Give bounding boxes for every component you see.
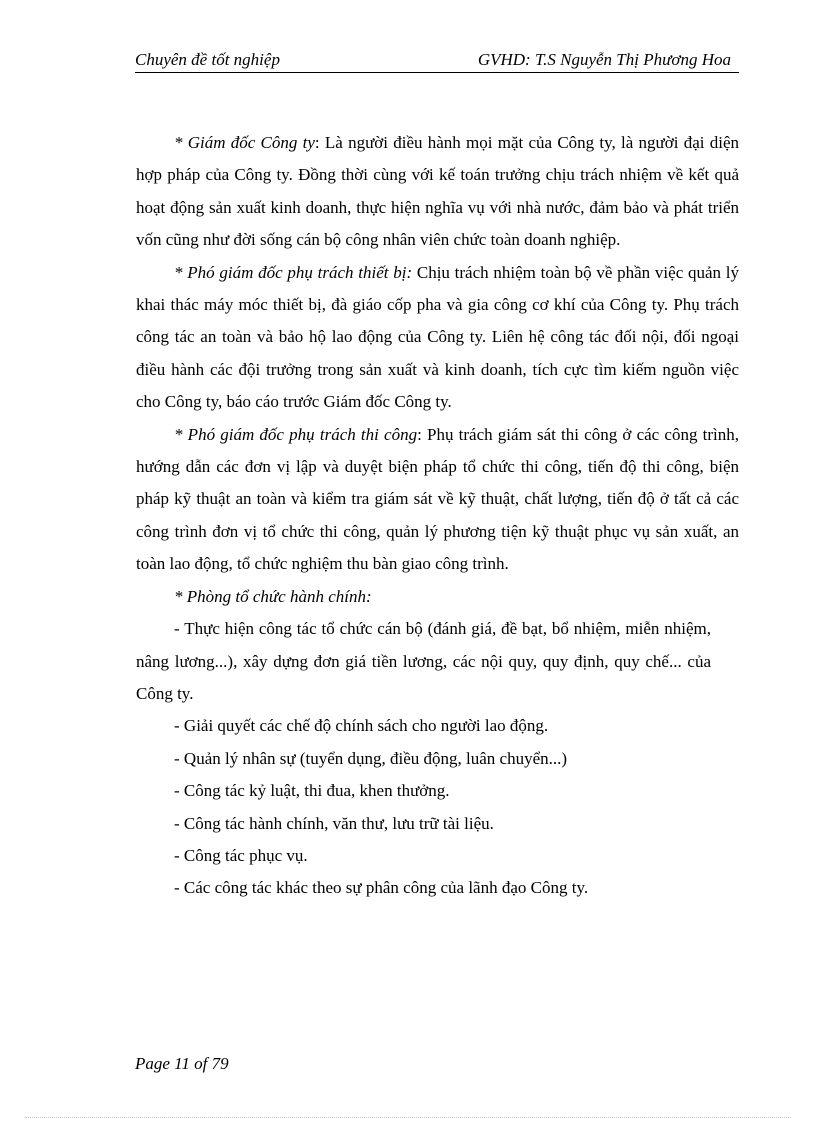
list-item-policies: - Giải quyết các chế độ chính sách cho người lao động.	[174, 716, 549, 736]
page-number: Page 11 of 79	[135, 1054, 229, 1073]
page-header	[135, 50, 739, 73]
paragraph-deputy-construction	[136, 419, 739, 581]
text-director: : Là người điều hành mọi mặt của Công ty, là người đại diện hợp pháp của Công ty. Đồng thời cùng với kế toán trưởng chịu trách nhiệm về kết quả hoạt động sản xuất kinh doanh, thực hiện nghĩa vụ với nhà nước, đảm bảo và phát triển vốn cũng như đời sống cán bộ công nhân viên chức toàn doanh nghiệp.	[136, 133, 739, 250]
text-deputy-construction: : Phụ trách giám sát thi công ở các công trình, hướng dẫn các đơn vị lập và duyệt biện pháp tổ chức thi công, tiến độ thi công, biện pháp kỹ thuật an toàn và kiểm tra giám sát về kỹ thuật, chất lượng, tiến độ ở tất cả các công trình đơn vị tổ chức thi công, quản lý phương tiện kỹ thuật phục vụ sản xuất, an toàn lao động, tổ chức nghiệm thu bàn giao công trình.	[136, 424, 739, 574]
document-body	[136, 127, 739, 905]
list-item-services: - Công tác phục vụ.	[174, 845, 308, 865]
heading-deputy-construction: * Phó giám đốc phụ trách thi công	[174, 424, 418, 444]
heading-director: * Giám đốc Công ty	[174, 133, 315, 152]
list-item-staff-management: - Quản lý nhân sự (tuyển dụng, điều động, luân chuyển...)	[174, 748, 568, 768]
heading-hr-department: * Phòng tổ chức hành chính:	[174, 586, 372, 606]
list-item-other-tasks: - Các công tác khác theo sự phân công của lãnh đạo Công ty.	[174, 878, 589, 898]
list-item-discipline: - Công tác kỷ luật, thi đua, khen thưởng.	[174, 781, 450, 801]
text-deputy-equipment: Chịu trách nhiệm toàn bộ về phần việc quản lý khai thác máy móc thiết bị, đà giáo cốp pha và gia công cơ khí của Công ty. Phụ trách công tác an toàn và bảo hộ lao động của Công ty. Liên hệ công tác đối nội, đối ngoại điều hành các đội trưởng trong sản xuất và kinh doanh, tích cực tìm kiếm nguồn việc cho Công ty, báo cáo trước Giám đốc Công ty.	[136, 262, 739, 412]
list-item-administration: - Công tác hành chính, văn thư, lưu trữ tài liệu.	[174, 813, 494, 833]
header-advisor: GVHD: T.S Nguyễn Thị Phương Hoa	[477, 50, 731, 69]
list-item-personnel: - Thực hiện công tác tổ chức cán bộ (đánh giá, đề bạt, bổ nhiệm, miễn nhiệm, nâng lương...), xây dựng đơn giá tiền lương, các nội quy, quy định, quy chế... của Công ty.	[136, 619, 711, 703]
paragraph-director	[136, 127, 739, 257]
paragraph-deputy-equipment	[136, 257, 739, 419]
page-bottom-divider	[25, 1117, 791, 1118]
heading-deputy-equipment: * Phó giám đốc phụ trách thiết bị:	[174, 262, 413, 282]
header-document-title: Chuyên đề tốt nghiệp	[135, 50, 280, 69]
